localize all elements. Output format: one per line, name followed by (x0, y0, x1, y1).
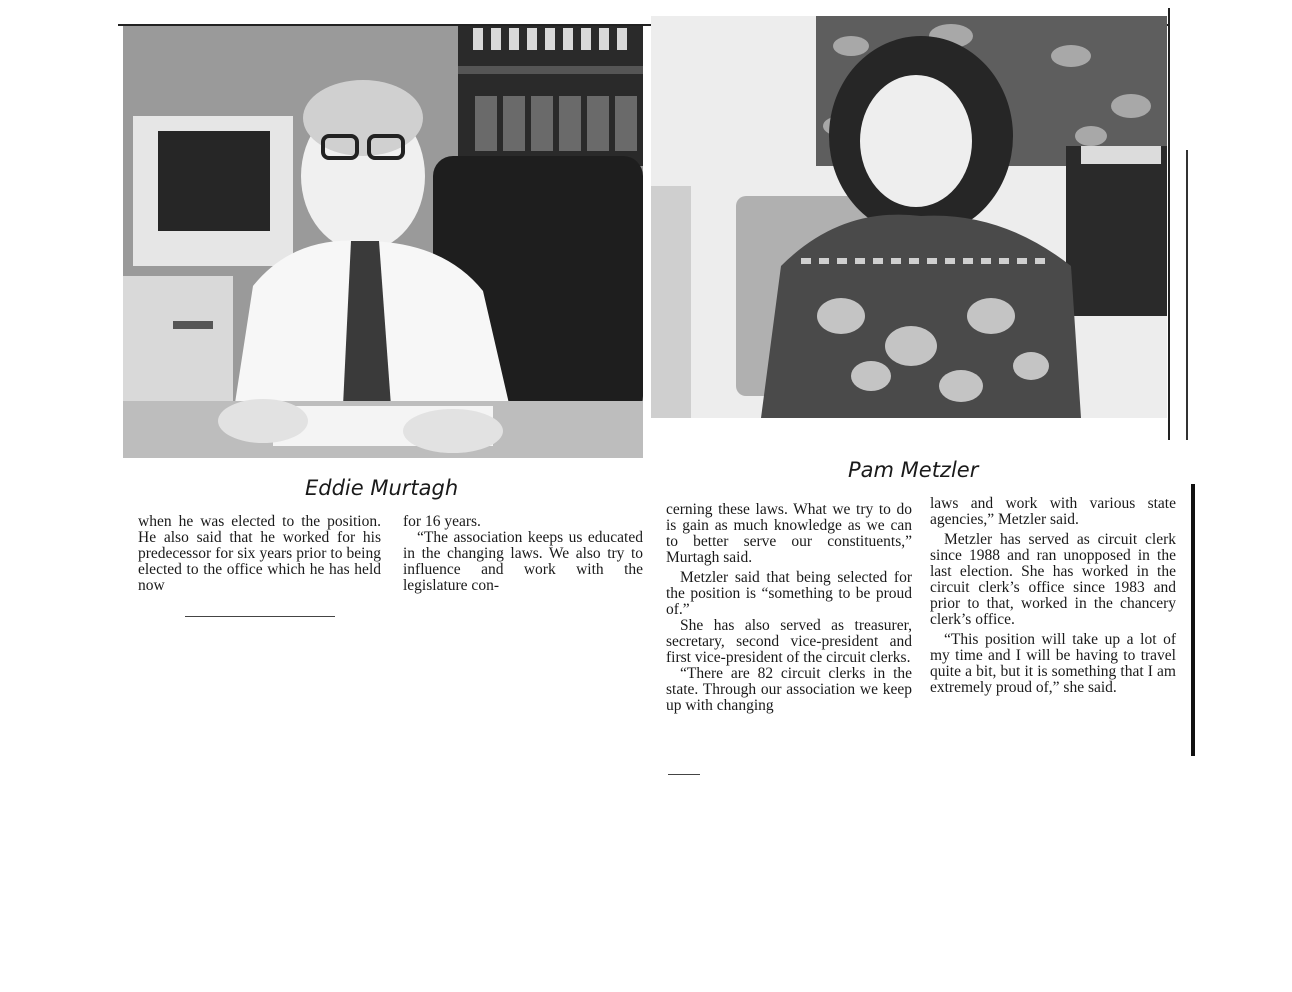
photo-pam-metzler (651, 16, 1167, 418)
paragraph: She has also served as treasurer, secretary, second vice-president and first vice-president of the circuit clerks. (666, 617, 912, 666)
photo-eddie-murtagh (123, 26, 643, 458)
column-end-rule (668, 774, 700, 775)
article-column-1 (138, 514, 381, 594)
right-border-rule (1168, 8, 1170, 440)
paragraph: cerning these laws. What we try to do is gain as much knowledge as we can to better serve our constituents,” Murtagh said. (666, 501, 912, 566)
article-column-3 (666, 502, 912, 714)
caption-eddie-murtagh: Eddie Murtagh (305, 476, 459, 500)
paragraph: laws and work with various state agencies,” Metzler said. (930, 495, 1176, 528)
paragraph: when he was elected to the position. He also said that he worked for his predecessor for six years prior to being elected to the office which he has held now (138, 513, 381, 594)
caption-pam-metzler: Pam Metzler (848, 458, 979, 482)
article-column-4 (930, 496, 1176, 696)
paragraph: Metzler said that being selected for the position is “something to be proud of.” (666, 569, 912, 618)
column-end-rule (185, 616, 335, 617)
column-side-rule (1191, 484, 1195, 756)
paragraph: “This position will take up a lot of my time and I will be having to travel quite a bit, but it is something that I am extremely proud of,” she said. (930, 631, 1176, 696)
paragraph: “The association keeps us educated in the changing laws. We also try to influence and work with the legislature con- (403, 529, 643, 594)
article-column-2 (403, 514, 643, 594)
paragraph: Metzler has served as circuit clerk since 1988 and ran unopposed in the last election. She has worked in the circuit clerk’s office since 1983 and prior to that, worked in the chancery clerk’s office. (930, 531, 1176, 628)
photo-frame-edge (1186, 150, 1188, 440)
paragraph: “There are 82 circuit clerks in the state. Through our association we keep up with changing (666, 665, 912, 714)
paragraph: for 16 years. (403, 513, 481, 530)
